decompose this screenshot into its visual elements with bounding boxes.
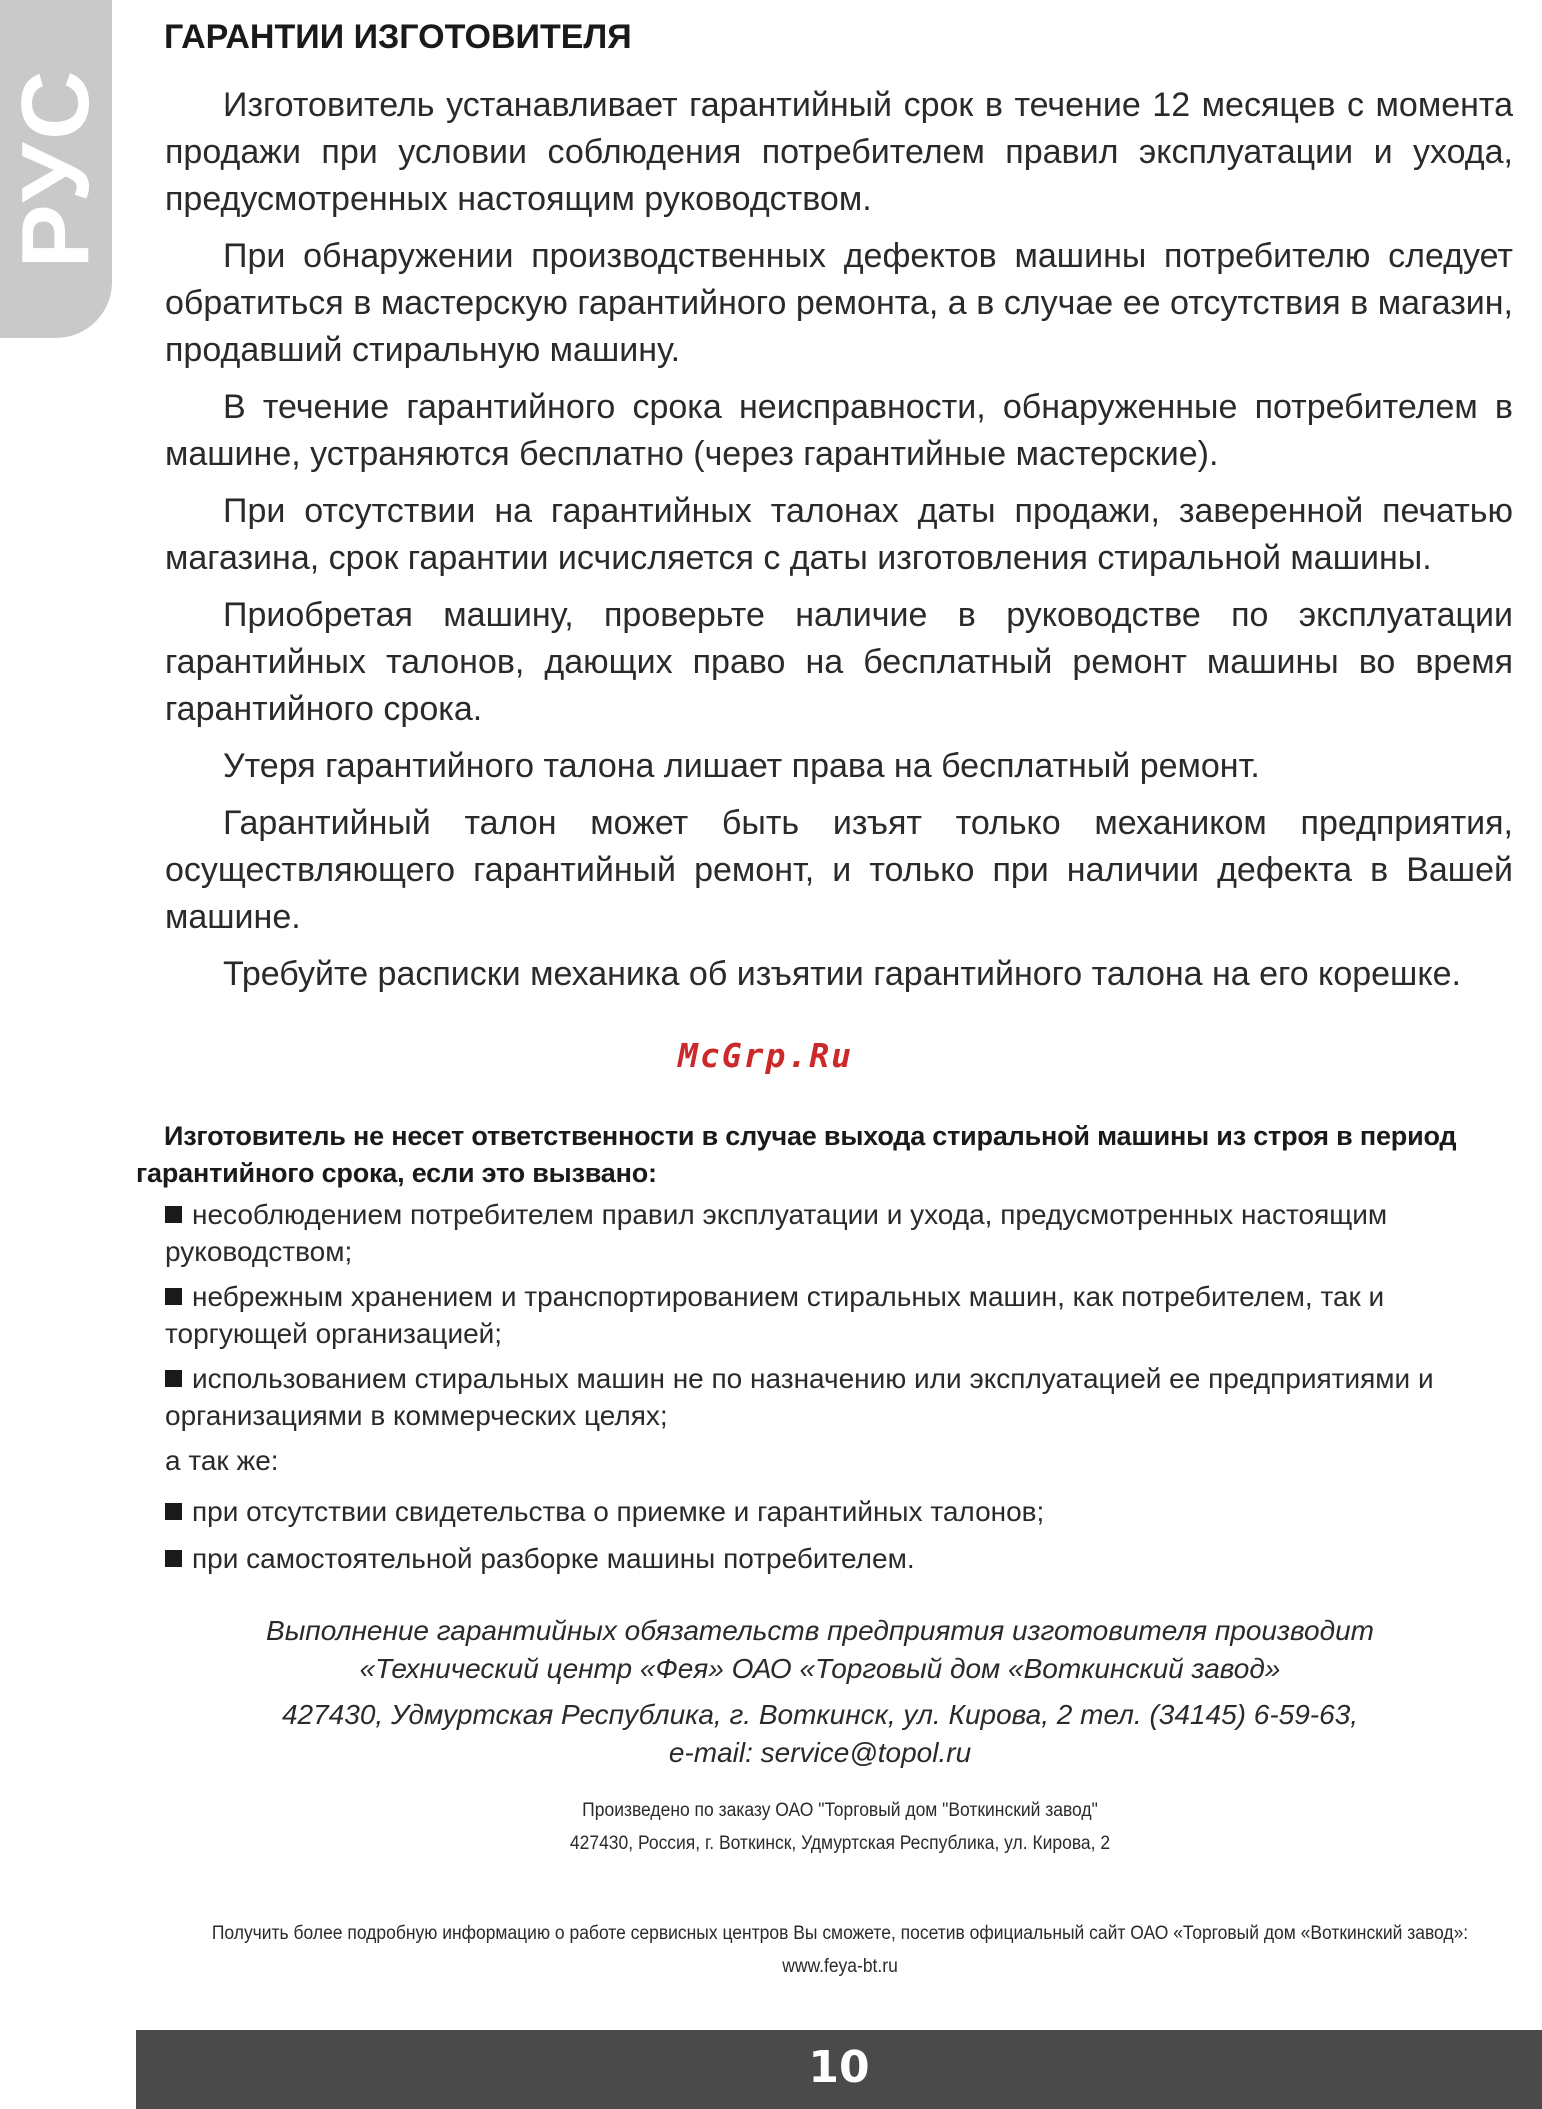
page-number: 10 [808, 2042, 870, 2093]
produced-by [343, 1794, 1337, 1860]
paragraph: Приобретая машину, проверьте наличие в руководстве по эксплуатации гарантийных талонов, дающих право на бесплатный ремонт машины во время гарантийного срока. [165, 596, 1513, 728]
list-item: использованием стиральных машин не по назначению или эксплуатацией ее предприятиями и организациями в коммерческих целях; [165, 1363, 1434, 1431]
list-item: при отсутствии свидетельства о приемке и гарантийных талонов; [165, 1493, 1515, 1530]
liability-line-1: Изготовитель не несет ответственности в случае выхода стиральной машины из строя в период [164, 1121, 1457, 1151]
page-title: ГАРАНТИИ ИЗГОТОВИТЕЛЯ [164, 18, 632, 56]
service-email: e-mail: service@topol.ru [668, 1737, 972, 1768]
causes-list [165, 1196, 1515, 1587]
produced-address: 427430, Россия, г. Воткинск, Удмуртская Республика, ул. Кирова, 2 [569, 1833, 1111, 1854]
website-link[interactable]: www.feya-bt.ru [782, 1956, 898, 1977]
paragraph: Гарантийный талон может быть изъят только механиком предприятия, осуществляющего гарантийный ремонт, и только при наличии дефекта в Вашей машине. [165, 804, 1513, 936]
paragraph: При отсутствии на гарантийных талонах даты продажи, заверенной печатью магазина, срок гарантии исчисляется с даты изготовления стиральной машины. [165, 492, 1513, 577]
paragraph: При обнаружении производственных дефектов машины потребителю следует обратиться в мастерскую гарантийного ремонта, а в случае ее отсутствия в магазин, продавший стиральную машину. [165, 237, 1513, 369]
paragraph: Утеря гарантийного талона лишает права на бесплатный ремонт. [223, 747, 1260, 785]
more-info-text: Получить более подробную информацию о работе сервисных центров Вы сможете, посетив официальный сайт ОАО «Торговый дом «Воткинский завод»: [211, 1923, 1469, 1944]
footer-bar [136, 2030, 1542, 2109]
bullet-square-icon [165, 1370, 182, 1387]
produced-line: Произведено по заказу ОАО "Торговый дом "Воткинский завод" [582, 1800, 1098, 1821]
liability-line-2: гарантийного срока, если это вызвано: [136, 1158, 657, 1188]
bullet-square-icon [165, 1503, 182, 1520]
language-tab [0, 0, 112, 338]
paragraph: Требуйте расписки механика об изъятии гарантийного талона на его корешке. [223, 955, 1461, 993]
watermark: McGrp.Ru [678, 1036, 853, 1075]
service-line: Выполнение гарантийных обязательств предприятия изготовителя производит [266, 1615, 1374, 1646]
more-info [187, 1917, 1493, 1983]
warranty-body [165, 82, 1513, 1008]
list-item: при самостоятельной разборке машины потребителем. [165, 1540, 1515, 1577]
service-line: «Технический центр «Фея» ОАО «Торговый дом «Воткинский завод» [359, 1653, 1281, 1684]
service-address: 427430, Удмуртская Республика, г. Воткинск, ул. Кирова, 2 тел. (34145) 6-59-63, [281, 1699, 1359, 1730]
paragraph: Изготовитель устанавливает гарантийный срок в течение 12 месяцев с момента продажи при условии соблюдения потребителем правил эксплуатации и ухода, предусмотренных настоящим руководством. [165, 86, 1513, 218]
language-label: РУС [2, 67, 109, 269]
bullet-square-icon [165, 1550, 182, 1567]
also-label: а так же: [165, 1445, 279, 1476]
bullet-square-icon [165, 1288, 182, 1305]
warranty-service-info [200, 1612, 1440, 1772]
list-item: небрежным хранением и транспортированием стиральных машин, как потребителем, так и торгующей организацией; [165, 1281, 1385, 1349]
list-item: несоблюдением потребителем правил эксплуатации и ухода, предусмотренных настоящим руководством; [165, 1199, 1388, 1267]
paragraph: В течение гарантийного срока неисправности, обнаруженные потребителем в машине, устраняются бесплатно (через гарантийные мастерские). [165, 388, 1513, 473]
bullet-square-icon [165, 1206, 182, 1223]
liability-heading [136, 1118, 1542, 1192]
